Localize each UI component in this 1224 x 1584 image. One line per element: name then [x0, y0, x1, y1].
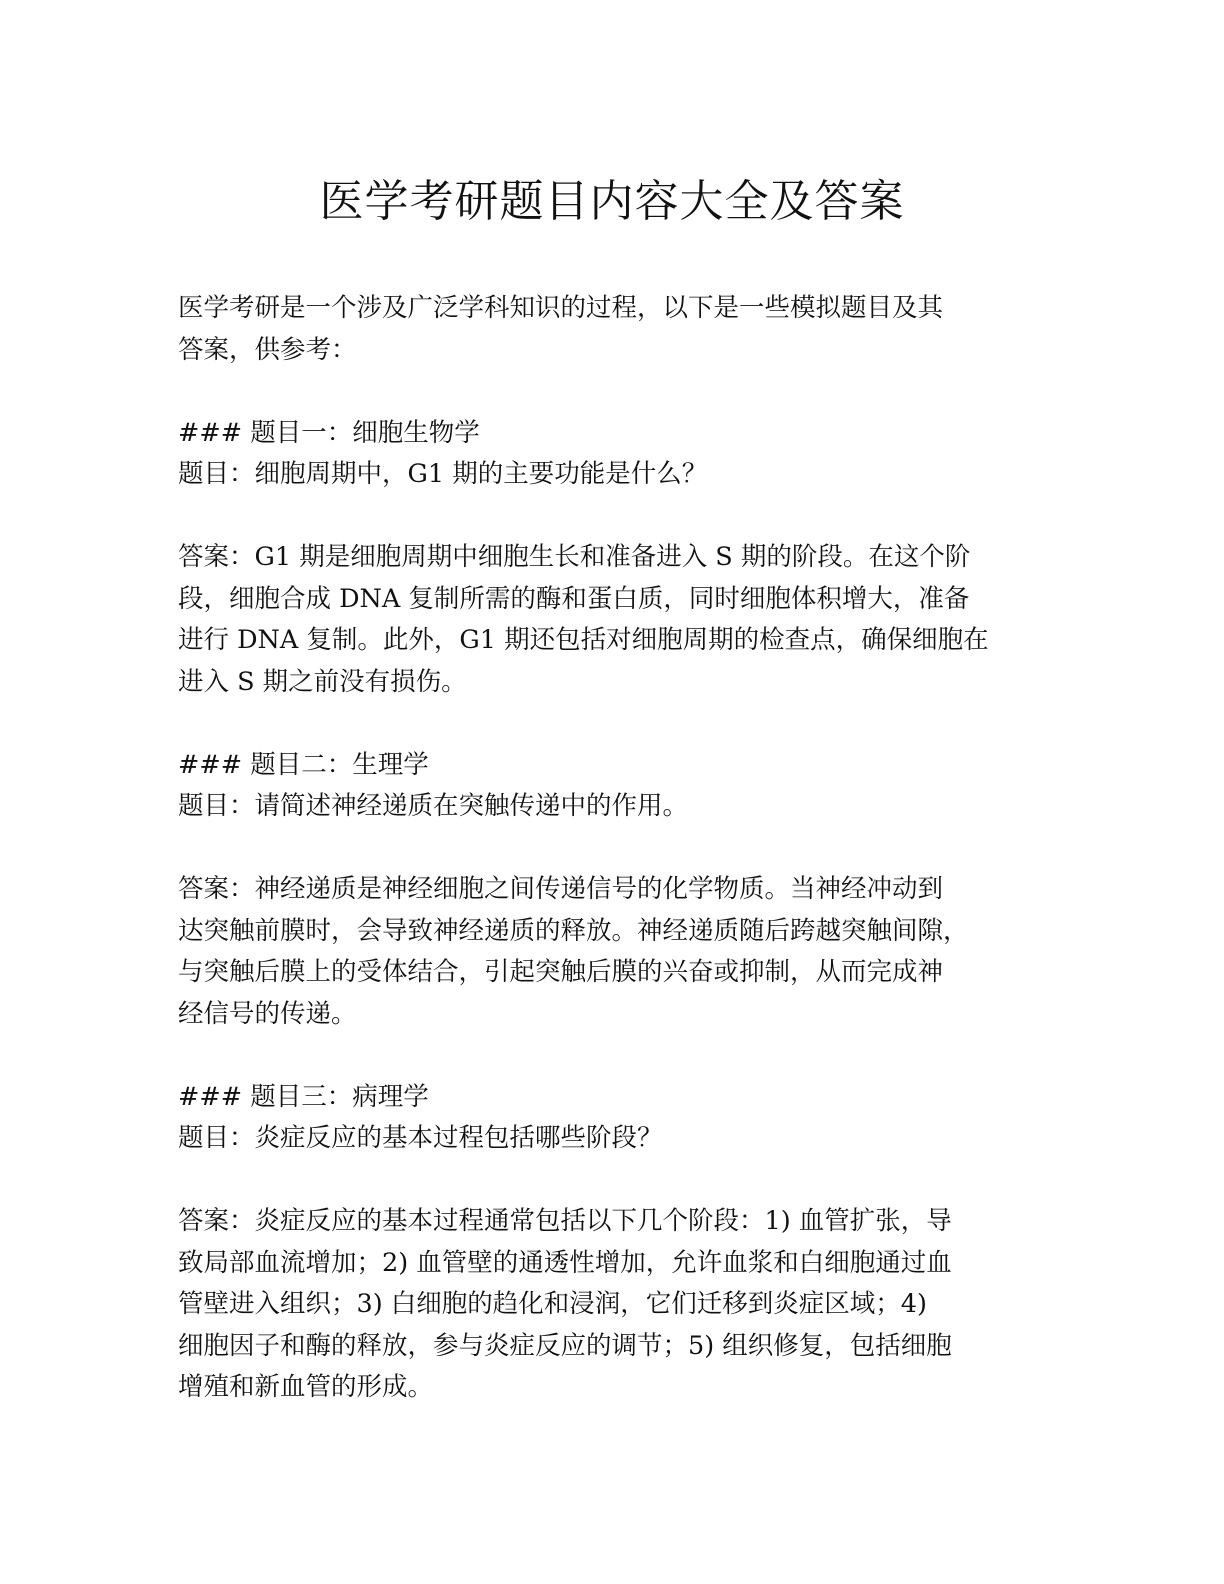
document-title: 医学考研题目内容大全及答案	[319, 176, 905, 227]
answer-line: 与突触后膜上的受体结合，引起突触后膜的兴奋或抑制，从而完成神	[178, 957, 944, 987]
answer-line: 答案：神经递质是神经细胞之间传递信号的化学物质。当神经冲动到	[178, 874, 944, 904]
question-text: 题目：请简述神经递质在突触传递中的作用。	[178, 791, 689, 821]
document-body	[178, 288, 1058, 1409]
answer-line: 进入 S 期之前没有损伤。	[178, 666, 467, 697]
section-heading: ### 题目一：细胞生物学	[178, 417, 480, 448]
answer-line: 细胞因子和酶的释放，参与炎症反应的调节；5) 组织修复，包括细胞	[178, 1330, 952, 1361]
answer-line: 达突触前膜时，会导致神经递质的释放。神经递质随后跨越突触间隙，	[178, 915, 969, 946]
blank-line	[178, 703, 1058, 745]
blank-line	[178, 371, 1058, 413]
blank-line	[178, 496, 1058, 538]
intro-line: 答案，供参考：	[178, 334, 357, 365]
blank-line	[178, 828, 1058, 870]
intro-line: 医学考研是一个涉及广泛学科知识的过程，以下是一些模拟题目及其	[178, 293, 944, 323]
answer-line: 进行 DNA 复制。此外，G1 期还包括对细胞周期的检查点，确保细胞在	[178, 625, 989, 655]
answer-line: 段，细胞合成 DNA 复制所需的酶和蛋白质，同时细胞体积增大，准备	[178, 583, 970, 614]
answer-line: 管壁进入组织；3) 白细胞的趋化和浸润，它们迁移到炎症区域；4)	[178, 1289, 927, 1319]
question-text: 题目：炎症反应的基本过程包括哪些阶段？	[178, 1123, 663, 1153]
answer-line: 答案：G1 期是细胞周期中细胞生长和准备进入 S 期的阶段。在这个阶	[178, 542, 971, 572]
question-text: 题目：细胞周期中，G1 期的主要功能是什么？	[178, 459, 708, 489]
blank-line	[178, 1160, 1058, 1202]
blank-line	[178, 1035, 1058, 1077]
section-heading: ### 题目三：病理学	[178, 1081, 429, 1112]
answer-line: 致局部血流增加；2) 血管壁的通透性增加，允许血浆和白细胞通过血	[178, 1247, 952, 1278]
section-heading: ### 题目二：生理学	[178, 749, 429, 780]
answer-line: 答案：炎症反应的基本过程通常包括以下几个阶段：1) 血管扩张，导	[178, 1206, 952, 1236]
answer-line: 增殖和新血管的形成。	[178, 1372, 434, 1402]
answer-line: 经信号的传递。	[178, 998, 357, 1029]
